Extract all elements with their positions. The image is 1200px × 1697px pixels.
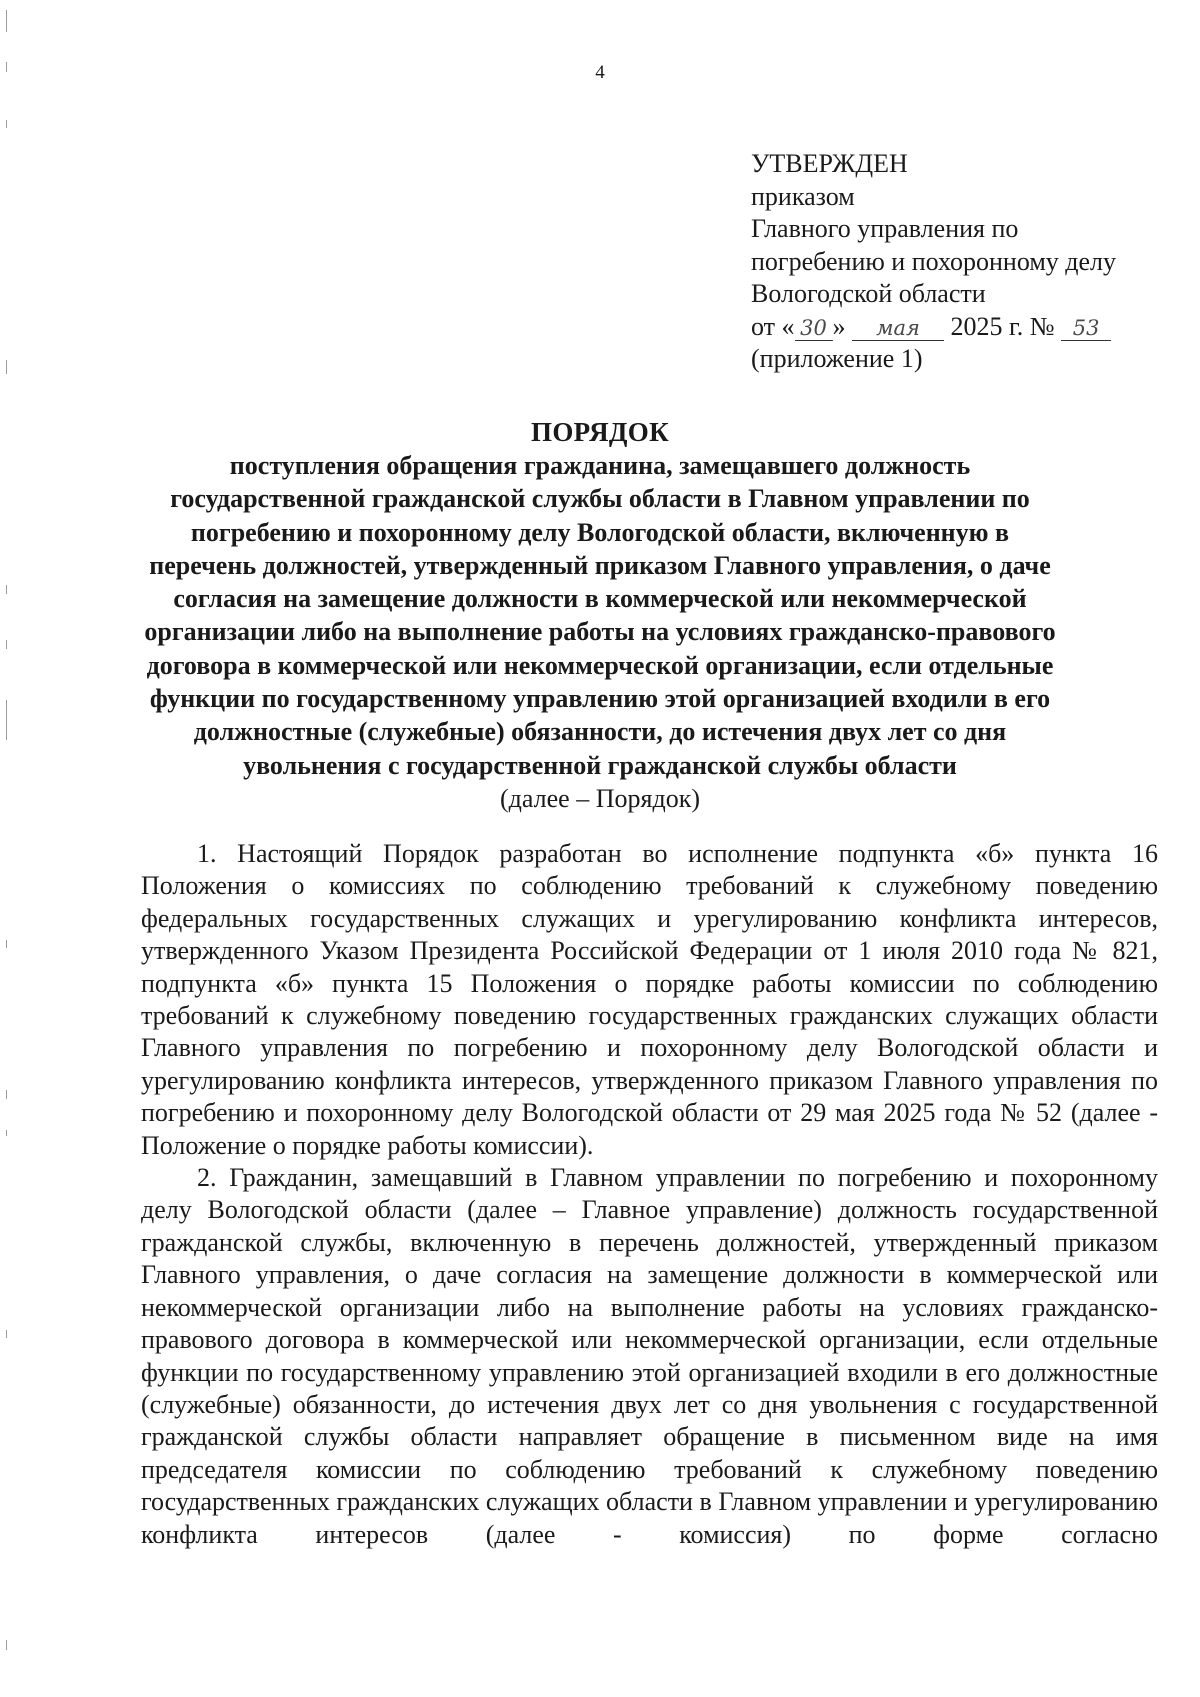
approval-heading: УТВЕРЖДЕН [751,149,908,178]
document-body [141,838,1158,1551]
approval-line: погребению и похоронному делу [751,246,1117,276]
approval-line: приказом [751,181,855,211]
subtitle-line: поступления обращения гражданина, замещавшего должность [229,451,971,480]
document-title: ПОРЯДОК [531,417,669,447]
date-year: 2025 г. № [950,311,1055,341]
subtitle-line: увольнения с государственной гражданской службы области [243,750,957,780]
subtitle-line: договора в коммерческой или некоммерческой организации, если отдельные [146,650,1054,680]
subtitle-line: государственной гражданской службы области в Главном управлении по [170,484,1030,514]
approval-line: Главного управления по [751,214,1019,243]
subtitle-line: должностные (служебные) обязанности, до истечения двух лет со дня [193,717,1007,747]
approval-date-line [751,311,1171,344]
handwritten-order-number: 53 [1061,316,1111,341]
handwritten-month: мая [852,316,944,341]
paragraph-2: 2. Гражданин, замещавший в Главном управлении по погребению и похоронному делу Вологодской области (далее – Главное управление) должность государственной гражданской службы, включенную в перечень должностей, утвержденный приказом Главного управления, о даче согласия на замещение должности в коммерческой или некоммерческой организации либо на выполнение работы на условиях гражданско-правового договора в коммерческой или некоммерческой организации, если отдельные функции по государственному управлению этой организацией входили в его должностные (служебные) обязанности, до истечения двух лет со дня увольнения с государственной гражданской службы области направляет обращение в письменном виде на имя председателя комиссии по соблюдению требований к служебному поведению государственных гражданских служащих области в Главном управлении и урегулированию конфликта интересов (далее - комиссия) по форме согласно [141,1163,1158,1549]
paragraph-1: 1. Настоящий Порядок разработан во исполнение подпункта «б» пункта 16 Положения о комиссиях по соблюдению требований к служебному поведению федеральных государственных служащих и урегулированию конфликта интересов, утвержденного Указом Президента Российской Федерации от 1 июля 2010 года № 821, подпункта «б» пункта 15 Положения о порядке работы комиссии по соблюдению требований к служебному поведению государственных гражданских служащих области Главного управления по погребению и похоронному делу Вологодской области и урегулированию конфликта интересов, утвержденного приказом Главного управления по погребению и похоронному делу Вологодской области от 29 мая 2025 года № 52 (далее - Положение о порядке работы комиссии). [141,839,1158,1160]
page-number: 4 [595,62,605,83]
document-subtitle [140,449,1060,782]
approval-line: Вологодской области [751,279,986,308]
approval-stamp-block [751,148,1171,376]
subtitle-line: функции по государственному управлению этой организацией входили в его [149,684,1051,714]
scan-edge-marks [4,0,10,1697]
subtitle-line: согласия на замещение должности в коммерческой или некоммерческой [173,584,1027,614]
subtitle-line: организации либо на выполнение работы на условиях гражданско-правового [144,617,1056,647]
subtitle-line: перечень должностей, утвержденный приказом Главного управления, о даче [149,550,1051,580]
document-short-name: (далее – Порядок) [500,783,700,813]
date-prefix: от « [751,311,795,341]
handwritten-day: 30 [795,316,833,341]
subtitle-line: погребению и похоронному делу Вологодской области, включенную в [190,517,1010,547]
document-heading [140,415,1060,815]
approval-appendix: (приложение 1) [751,344,923,373]
date-quote-close: » [832,311,846,341]
